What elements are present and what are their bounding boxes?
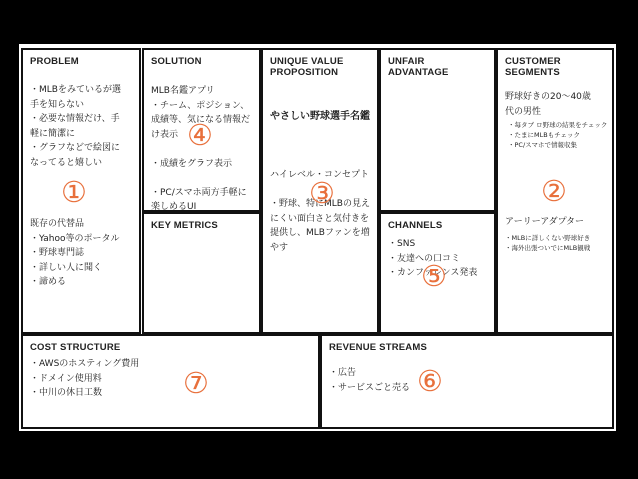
- text-line: ・成績をグラフ表示: [151, 158, 233, 169]
- text-line: ・野球専門誌: [30, 248, 85, 258]
- text-line: ハイレベル・コンセプト: [270, 170, 370, 180]
- uvp-number: ③: [309, 176, 335, 210]
- segments-detail-list: [508, 120, 607, 150]
- text-line: 既存の代替品: [30, 219, 85, 229]
- text-line: ・MLBをみているが選: [30, 85, 121, 95]
- text-line: ・Yahoo等のポータル: [30, 233, 120, 244]
- channels-header: CHANNELS: [388, 220, 443, 231]
- uvp-section: [261, 48, 379, 334]
- problem-alternatives: [30, 217, 120, 290]
- text-line: 野球好きの20〜40歳: [505, 92, 591, 102]
- text-line: ・グラフなどで絵図に: [30, 143, 121, 153]
- cost-structure-header: COST STRUCTURE: [30, 342, 121, 353]
- key-metrics-section: [142, 212, 261, 334]
- revenue-streams-header: REVENUE STREAMS: [329, 342, 428, 353]
- text-line: ・海外出張ついでにMLB観戦: [505, 244, 591, 252]
- text-line: ・中川の休日工数: [30, 388, 103, 398]
- unfair-advantage-section: [379, 48, 496, 212]
- text-line: ・MLBに詳しくない野球好き: [505, 234, 591, 242]
- channels-number: ⑤: [421, 259, 447, 293]
- text-line: なってると嬉しい: [30, 157, 103, 168]
- text-line: 提供し、MLBファンを増: [270, 228, 370, 238]
- solution-number: ④: [187, 118, 213, 152]
- problem-number: ①: [61, 175, 87, 209]
- text-line: ・AWSのホスティング費用: [30, 359, 140, 369]
- text-line: ・詳しい人に聞く: [30, 262, 103, 273]
- segments-number: ②: [541, 174, 567, 208]
- text-line: け表示: [151, 129, 179, 140]
- cost-list: [30, 357, 139, 401]
- text-line: ・每タブ ロ野球の結果をチェック: [508, 121, 608, 129]
- channels-section: [379, 212, 496, 334]
- text-line: 楽しめるUI: [151, 202, 197, 212]
- text-line: にくい面白さと気付きを: [270, 213, 370, 224]
- cost-number: ⑦: [183, 366, 209, 400]
- text-line: ・サービスごと売る: [329, 382, 411, 393]
- unfair-advantage-header: UNFAIR ADVANTAGE: [388, 56, 449, 78]
- revenue-list: [329, 366, 410, 395]
- problem-list: [30, 83, 121, 170]
- text-line: ・ドメイン使用料: [30, 373, 102, 384]
- text-line: ・広告: [329, 368, 357, 378]
- solution-header: SOLUTION: [151, 56, 202, 67]
- text-line: ・チーム、ポジション、: [151, 100, 250, 111]
- text-line: MLB名鑑アプリ: [151, 86, 215, 96]
- text-line: 軽に簡潔に: [30, 128, 76, 139]
- early-adopter-title: アーリーアダプター: [505, 217, 585, 227]
- segments-main-list: [505, 90, 591, 119]
- text-line: ・SNS: [388, 239, 416, 249]
- revenue-streams-section: [320, 334, 614, 429]
- text-line: ・野球、特にMLBの見え: [270, 199, 370, 209]
- text-line: ・カンファレンス発表: [388, 268, 478, 278]
- solution-section: [142, 48, 261, 212]
- problem-header: PROBLEM: [30, 56, 79, 67]
- text-line: ・諦める: [30, 277, 67, 287]
- uvp-header: UNIQUE VALUE PROPOSITION: [270, 56, 344, 78]
- text-line: ・必要な情報だけ、手: [30, 114, 120, 124]
- text-line: やす: [270, 242, 289, 253]
- problem-section: [21, 48, 141, 334]
- text-line: 手を知らない: [30, 99, 85, 110]
- revenue-number: ⑥: [417, 364, 443, 398]
- text-line: 成績等、気になる情報だ: [151, 115, 251, 125]
- cost-structure-section: [21, 334, 320, 429]
- lean-canvas: [19, 44, 616, 431]
- text-line: 代の男性: [505, 106, 542, 117]
- customer-segments-section: [496, 48, 614, 334]
- early-adopter-list: [505, 233, 590, 253]
- customer-segments-header: CUSTOMER SEGMENTS: [505, 56, 561, 78]
- text-line: ・PC/スマホ両方手軽に: [151, 187, 247, 198]
- text-line: ・PC/スマホで情報収集: [508, 141, 578, 149]
- key-metrics-header: KEY METRICS: [151, 220, 218, 231]
- text-line: ・たまにMLBもチェック: [508, 131, 580, 139]
- text-line: [151, 171, 250, 186]
- text-line: ・友達への口コミ: [388, 253, 461, 264]
- uvp-title: やさしい野球選手名鑑: [270, 111, 370, 122]
